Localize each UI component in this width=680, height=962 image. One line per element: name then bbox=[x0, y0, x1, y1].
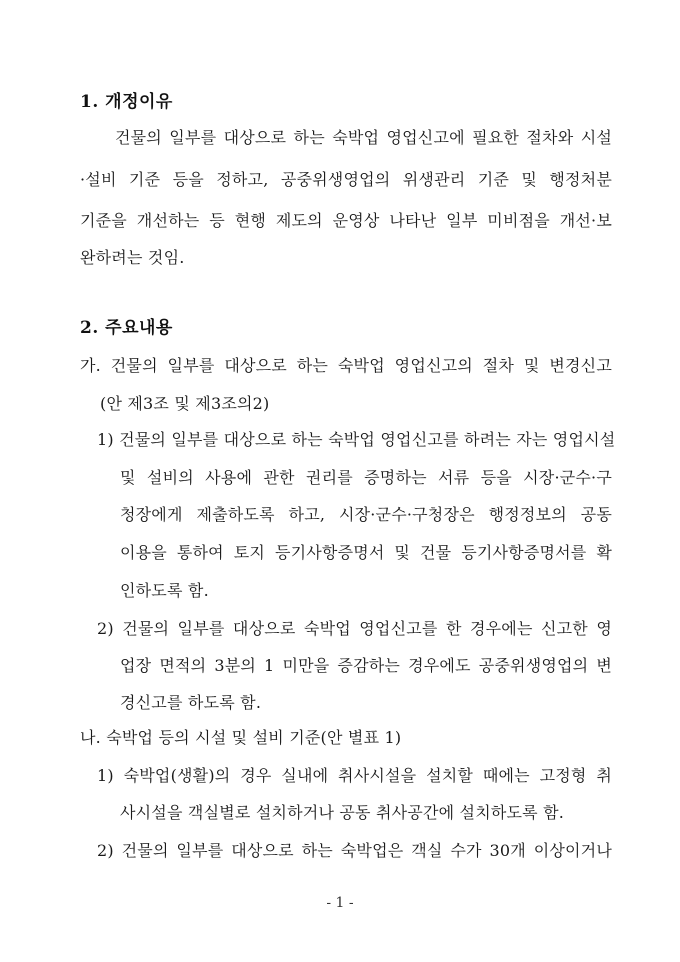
item-na-1-line: 1) 숙박업(생활)의 경우 실내에 취사시설을 설치할 때에는 고정형 취 bbox=[97, 766, 612, 785]
page-number: - 1 - bbox=[326, 895, 354, 911]
item-ga-1-line: 청장에게 제출하도록 하고, 시장·군수·구청장은 행정정보의 공동 bbox=[120, 505, 612, 524]
item-ga-2-line: 업장 면적의 3분의 1 미만을 증감하는 경우에도 공중위생영업의 변 bbox=[120, 656, 612, 675]
section-1-line: 건물의 일부를 대상으로 하는 숙박업 영업신고에 필요한 절차와 시설 bbox=[115, 128, 612, 147]
item-ga-ref: (안 제3조 및 제3조의2) bbox=[100, 394, 270, 413]
item-na-2-line: 2) 건물의 일부를 대상으로 하는 숙박업은 객실 수가 30개 이상이거나 bbox=[97, 841, 612, 860]
section-2-title: 2. 주요내용 bbox=[80, 318, 173, 338]
item-ga-2-line: 2) 건물의 일부를 대상으로 숙박업 영업신고를 한 경우에는 신고한 영 bbox=[97, 619, 612, 638]
item-ga-1-line: 및 설비의 사용에 관한 권리를 증명하는 서류 등을 시장·군수·구 bbox=[120, 468, 612, 487]
section-1-line: 기준을 개선하는 등 현행 제도의 운영상 나타난 일부 미비점을 개선·보 bbox=[80, 211, 612, 230]
item-ga-1-line: 인하도록 함. bbox=[120, 581, 209, 600]
section-1-line: ·설비 기준 등을 정하고, 공중위생영업의 위생관리 기준 및 행정처분 bbox=[80, 170, 612, 189]
item-na-title: 나. 숙박업 등의 시설 및 설비 기준(안 별표 1) bbox=[80, 728, 402, 747]
item-ga-title: 가. 건물의 일부를 대상으로 하는 숙박업 영업신고의 절차 및 변경신고 bbox=[80, 356, 612, 375]
section-1-line: 완하려는 것임. bbox=[80, 248, 185, 267]
item-ga-2-line: 경신고를 하도록 함. bbox=[120, 693, 262, 712]
section-1-title: 1. 개정이유 bbox=[80, 92, 173, 112]
item-ga-1-line: 1) 건물의 일부를 대상으로 하는 숙박업 영업신고를 하려는 자는 영업시설 bbox=[97, 430, 616, 449]
item-ga-1-line: 이용을 통하여 토지 등기사항증명서 및 건물 등기사항증명서를 확 bbox=[120, 543, 612, 562]
item-na-1-line: 사시설을 객실별로 설치하거나 공동 취사공간에 설치하도록 함. bbox=[120, 803, 565, 822]
